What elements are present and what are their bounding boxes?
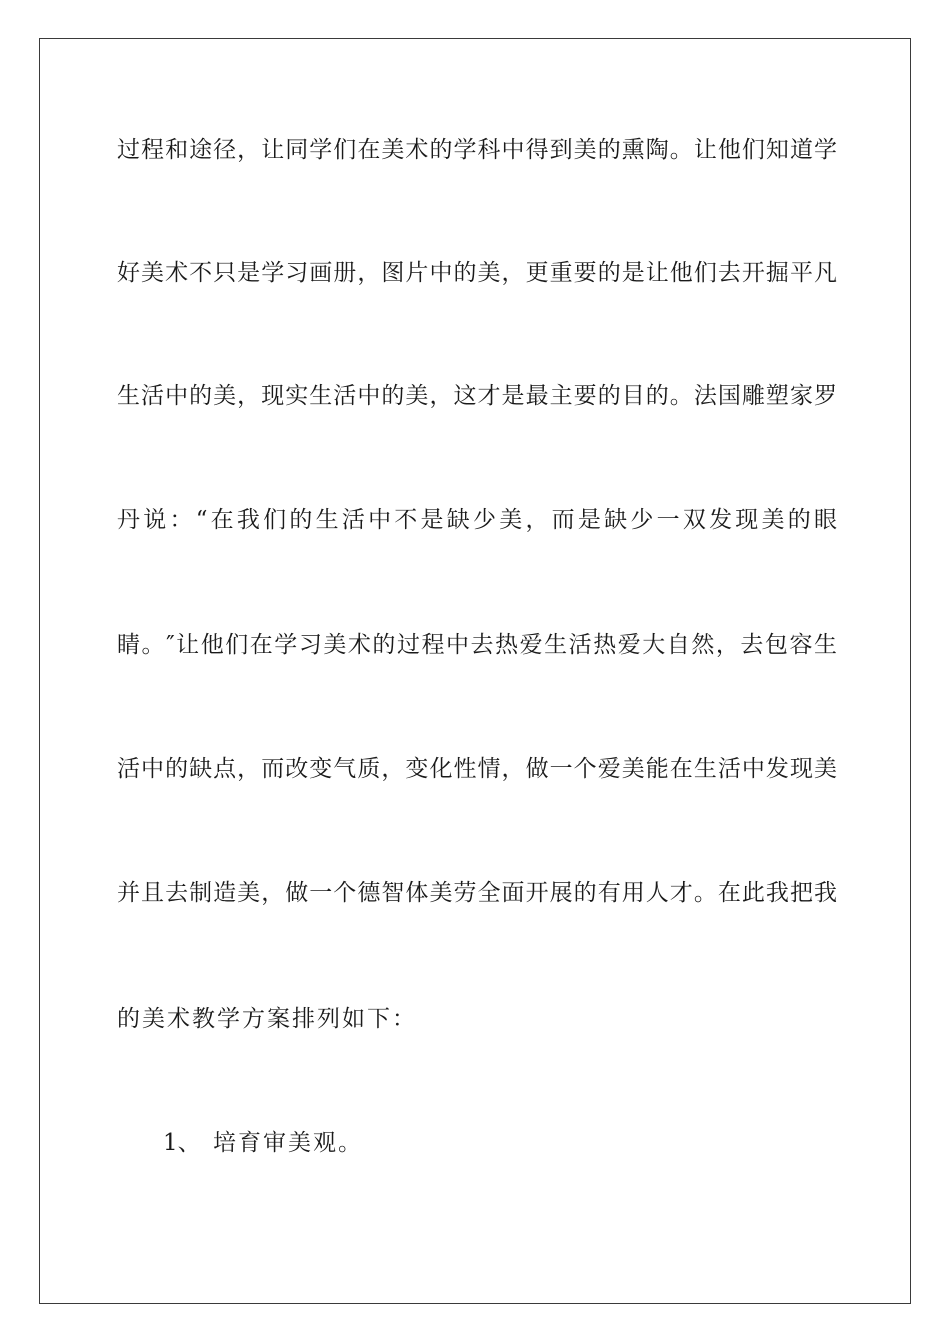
list-item-text: 培育审美观。: [213, 1130, 363, 1156]
paragraph-line: 的美术教学方案排列如下：: [117, 1006, 417, 1032]
paragraph-line: 丹说：“在我们的生活中不是缺少美，而是缺少一双发现美的眼: [117, 507, 837, 533]
list-item: [163, 1128, 363, 1158]
paragraph-line: 好美术不只是学习画册，图片中的美，更重要的是让他们去开掘平凡: [117, 260, 837, 286]
paragraph-line: 过程和途径，让同学们在美术的学科中得到美的熏陶。让他们知道学: [117, 137, 837, 163]
list-item-number: 1、: [163, 1130, 201, 1156]
paragraph-line: 活中的缺点，而改变气质，变化性情，做一个爱美能在生活中发现美: [117, 756, 837, 782]
paragraph-line: 睛。″让他们在学习美术的过程中去热爱生活热爱大自然，去包容生: [117, 632, 837, 658]
paragraph-line: 并且去制造美，做一个德智体美劳全面开展的有用人才。在此我把我: [117, 880, 837, 906]
page-border: [39, 38, 911, 1304]
paragraph-line: 生活中的美，现实生活中的美，这才是最主要的目的。法国雕塑家罗: [117, 383, 837, 409]
